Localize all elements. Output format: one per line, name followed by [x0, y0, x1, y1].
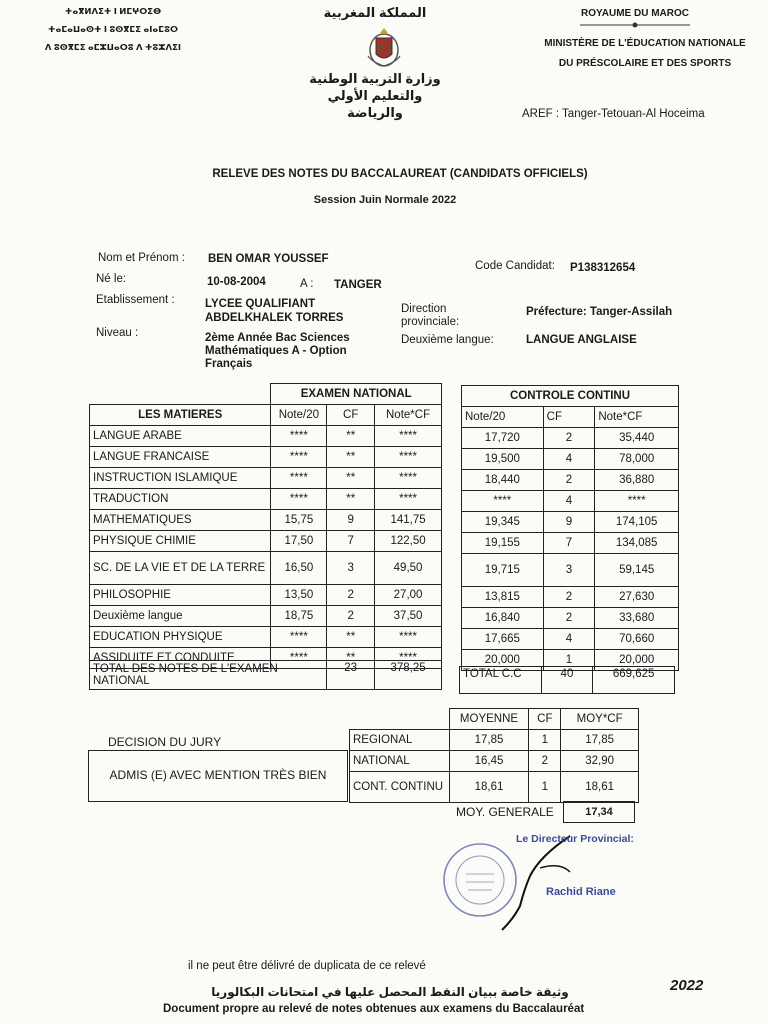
summary-label: CONT. CONTINU [350, 772, 450, 803]
national-note-cf: **** [375, 468, 442, 489]
national-cf: 9 [327, 510, 375, 531]
code-label: Code Candidat: [475, 260, 555, 272]
continu-note-cf: 70,660 [595, 629, 679, 650]
ministry-title [540, 34, 750, 74]
national-note: 16,50 [271, 552, 327, 585]
level-label: Niveau : [96, 327, 139, 339]
table-row [462, 533, 679, 554]
aref-label: AREF : Tanger-Tetouan-Al Hoceima [522, 108, 705, 120]
continu-cf: 4 [543, 449, 595, 470]
col-cf: CF [327, 405, 375, 426]
national-note: **** [271, 489, 327, 510]
general-average-label: MOY. GENERALE [456, 805, 554, 819]
direction-label-line-1: Direction [401, 303, 447, 315]
footer-year: 2022 [670, 977, 704, 994]
continu-total-table [459, 666, 675, 694]
continu-note-cf: 134,085 [595, 533, 679, 554]
national-cf: ** [327, 627, 375, 648]
arabic-footer: وثيقة خاصة ببيان النقط المحصل عليها في امتحانات البكالوريا [211, 985, 569, 999]
summary-label: REGIONAL [350, 730, 450, 751]
continu-note: 17,665 [462, 629, 544, 650]
national-note-cf: 37,50 [375, 606, 442, 627]
direction-value: Préfecture: Tanger-Assilah [526, 306, 673, 318]
continu-note-cf: 174,105 [595, 512, 679, 533]
table-row [90, 426, 442, 447]
subject-name: PHYSIQUE CHIMIE [90, 531, 271, 552]
page-title: RELEVE DES NOTES DU BACCALAUREAT (CANDIDATS OFFICIELS) [212, 168, 588, 180]
summary-body [350, 730, 639, 803]
continu-header: CONTROLE CONTINU [462, 386, 679, 407]
continu-table [461, 385, 679, 671]
kingdom-title: ROYAUME DU MAROC [581, 8, 689, 19]
school-line-2: ABDELKHALEK TORRES [205, 312, 344, 324]
subject-name: INSTRUCTION ISLAMIQUE [90, 468, 271, 489]
continu-note-cf: 78,000 [595, 449, 679, 470]
national-exam-table [89, 383, 442, 669]
born-place: TANGER [334, 279, 382, 291]
subject-name: EDUCATION PHYSIQUE [90, 627, 271, 648]
c-col-cf: CF [543, 407, 595, 428]
continu-note-cf: 35,440 [595, 428, 679, 449]
tifinagh-header [28, 2, 198, 56]
continu-cf: 2 [543, 428, 595, 449]
born-label: Né le: [96, 273, 127, 285]
table-row [462, 587, 679, 608]
arabic-ministry [300, 70, 450, 121]
tifinagh-line-3: ⴷ ⵓⵙⴳⵎⵉ ⴰⵎⵣⵡⴰⵔⵓ ⴷ ⵜⵓⵣⴷⵉⵏ [44, 42, 182, 52]
national-cf: 2 [327, 585, 375, 606]
national-note-cf: 141,75 [375, 510, 442, 531]
national-note: **** [271, 648, 327, 669]
director-name: Rachid Riane [546, 886, 616, 898]
summary-moyenne: 18,61 [449, 772, 529, 803]
subject-name: LANGUE ARABE [90, 426, 271, 447]
table-row [462, 470, 679, 491]
total-national-cf: 23 [327, 661, 375, 690]
continu-cf: 9 [543, 512, 595, 533]
national-note-cf: **** [375, 447, 442, 468]
session-label: Session Juin Normale 2022 [313, 194, 457, 206]
jury-label: DECISION DU JURY [108, 735, 222, 749]
national-note-cf: **** [375, 426, 442, 447]
table-row [90, 606, 442, 627]
national-note: **** [271, 447, 327, 468]
table-row [90, 552, 442, 585]
national-cf: ** [327, 648, 375, 669]
royal-emblem-icon [362, 26, 406, 70]
table-row [90, 468, 442, 489]
direction-label-line-2: provinciale: [401, 316, 460, 328]
table-row [462, 428, 679, 449]
subject-name: LANGUE FRANCAISE [90, 447, 271, 468]
national-note-cf: **** [375, 489, 442, 510]
table-row [350, 772, 639, 803]
national-note-cf: 49,50 [375, 552, 442, 585]
general-average-value [563, 801, 635, 823]
level-line-3: Français [205, 358, 253, 370]
continu-note: 20,000 [462, 650, 544, 671]
national-cf: ** [327, 468, 375, 489]
continu-cf: 4 [543, 491, 595, 512]
table-row [90, 627, 442, 648]
national-cf: 2 [327, 606, 375, 627]
subject-name: TRADUCTION [90, 489, 271, 510]
arabic-kingdom: المملكة المغربية [323, 5, 427, 20]
ministry-line-1: MINISTÈRE DE L'ÉDUCATION NATIONALE [544, 38, 746, 49]
col-moycf: MOY*CF [561, 709, 639, 730]
subject-name: MATHEMATIQUES [90, 510, 271, 531]
born-at-label: A : [300, 278, 314, 290]
continu-note-cf: 20,000 [595, 650, 679, 671]
continu-note: 19,715 [462, 554, 544, 587]
table-row [90, 489, 442, 510]
subject-name: ASSIDUITE ET CONDUITE [90, 648, 271, 669]
national-note: 13,50 [271, 585, 327, 606]
director-title: Le Directeur Provincial: [516, 833, 634, 845]
continu-cf: 1 [543, 650, 595, 671]
arabic-ministry-line-2: والتعليم الأولي والرياضة [327, 88, 423, 120]
continu-note-cf: **** [595, 491, 679, 512]
tifinagh-line-1: ⵜⴰⴳⵍⴷⵉⵜ ⵏ ⵍⵎⵖⵔⵉⴱ [64, 6, 162, 16]
continu-cf: 4 [543, 629, 595, 650]
continu-note: **** [462, 491, 544, 512]
document-notice: Document propre au relevé de notes obtenues aux examens du Baccalauréat [163, 1003, 585, 1015]
school-label: Etablissement : [96, 294, 175, 306]
national-note-cf: 27,00 [375, 585, 442, 606]
divider-icon [580, 22, 690, 28]
continu-body [462, 428, 679, 671]
continu-note: 19,345 [462, 512, 544, 533]
summary-cf: 2 [529, 751, 561, 772]
lang-value: LANGUE ANGLAISE [526, 334, 637, 346]
continu-note: 18,440 [462, 470, 544, 491]
national-cf: ** [327, 489, 375, 510]
table-row [462, 554, 679, 587]
lang-label: Deuxième langue: [401, 334, 494, 346]
continu-note-cf: 59,145 [595, 554, 679, 587]
summary-moy-cf: 18,61 [561, 772, 639, 803]
table-row [90, 510, 442, 531]
arabic-ministry-line-1: وزارة التربية الوطنية [309, 71, 441, 86]
school-line-1: LYCEE QUALIFIANT [205, 298, 316, 310]
national-note: 15,75 [271, 510, 327, 531]
total-cc-cf: 40 [541, 667, 593, 694]
col-notecf: Note*CF [375, 405, 442, 426]
national-note: **** [271, 627, 327, 648]
subject-name: SC. DE LA VIE ET DE LA TERRE [90, 552, 271, 585]
summary-label: NATIONAL [350, 751, 450, 772]
c-col-notecf: Note*CF [595, 407, 679, 428]
general-average-number: 17,34 [585, 806, 613, 818]
continu-cf: 2 [543, 470, 595, 491]
level-line-2: Mathématiques A - Option [205, 345, 347, 357]
national-note-cf: **** [375, 627, 442, 648]
level-line-1: 2ème Année Bac Sciences [205, 332, 350, 344]
continu-cf: 3 [543, 554, 595, 587]
table-row [90, 585, 442, 606]
continu-note: 13,815 [462, 587, 544, 608]
candidate-name: BEN OMAR YOUSSEF [208, 253, 329, 265]
national-note: 18,75 [271, 606, 327, 627]
national-note: **** [271, 426, 327, 447]
national-note-cf: 122,50 [375, 531, 442, 552]
national-note-cf: **** [375, 648, 442, 669]
national-cf: ** [327, 447, 375, 468]
total-national-label: TOTAL DES NOTES DE L'EXAMEN NATIONAL [90, 661, 327, 690]
table-row [462, 629, 679, 650]
subject-name: Deuxième langue [90, 606, 271, 627]
ministry-line-2: DU PRÉSCOLAIRE ET DES SPORTS [558, 58, 732, 69]
candidate-code: P138312654 [570, 262, 636, 274]
national-note: 17,50 [271, 531, 327, 552]
subject-name: PHILOSOPHIE [90, 585, 271, 606]
summary-table [349, 708, 639, 803]
continu-cf: 2 [543, 608, 595, 629]
national-body [90, 426, 442, 669]
total-national-value: 378,25 [375, 661, 442, 690]
subjects-header: LES MATIERES [90, 405, 271, 426]
table-row [90, 531, 442, 552]
continu-note-cf: 33,680 [595, 608, 679, 629]
continu-note: 19,500 [462, 449, 544, 470]
continu-cf: 2 [543, 587, 595, 608]
summary-cf: 1 [529, 772, 561, 803]
total-cc-label: TOTAL C.C [460, 667, 542, 694]
jury-decision: ADMIS (E) AVEC MENTION TRÈS BIEN [109, 768, 327, 782]
continu-note-cf: 27,630 [595, 587, 679, 608]
duplicate-notice: il ne peut être délivré de duplicata de ce relevé [188, 960, 426, 972]
national-total-table [89, 660, 442, 690]
name-label: Nom et Prénom : [98, 252, 185, 264]
table-row [90, 447, 442, 468]
born-date: 10-08-2004 [207, 276, 266, 288]
national-cf: 3 [327, 552, 375, 585]
col-note: Note/20 [271, 405, 327, 426]
national-note: **** [271, 468, 327, 489]
continu-note: 17,720 [462, 428, 544, 449]
tifinagh-line-2: ⵜⴰⵎⴰⵡⴰⵙⵜ ⵏ ⵓⵙⴳⵎⵉ ⴰⵏⴰⵎⵓⵔ [48, 24, 178, 34]
table-row [462, 449, 679, 470]
continu-note: 16,840 [462, 608, 544, 629]
summary-moyenne: 16,45 [449, 751, 529, 772]
direction-label [401, 303, 459, 329]
continu-cf: 7 [543, 533, 595, 554]
summary-moyenne: 17,85 [449, 730, 529, 751]
c-col-note: Note/20 [462, 407, 544, 428]
total-cc-value: 669,625 [593, 667, 675, 694]
col-moyenne: MOYENNE [449, 709, 529, 730]
col-summary-cf: CF [529, 709, 561, 730]
school-name [205, 297, 343, 325]
table-row [462, 491, 679, 512]
summary-moy-cf: 17,85 [561, 730, 639, 751]
summary-cf: 1 [529, 730, 561, 751]
national-cf: 7 [327, 531, 375, 552]
national-cf: ** [327, 426, 375, 447]
table-row [462, 512, 679, 533]
table-row [350, 730, 639, 751]
summary-moy-cf: 32,90 [561, 751, 639, 772]
continu-note: 19,155 [462, 533, 544, 554]
national-header: EXAMEN NATIONAL [271, 384, 442, 405]
jury-decision-box [88, 750, 348, 802]
table-row [350, 751, 639, 772]
continu-note-cf: 36,880 [595, 470, 679, 491]
table-row [462, 608, 679, 629]
level-value [205, 332, 350, 371]
